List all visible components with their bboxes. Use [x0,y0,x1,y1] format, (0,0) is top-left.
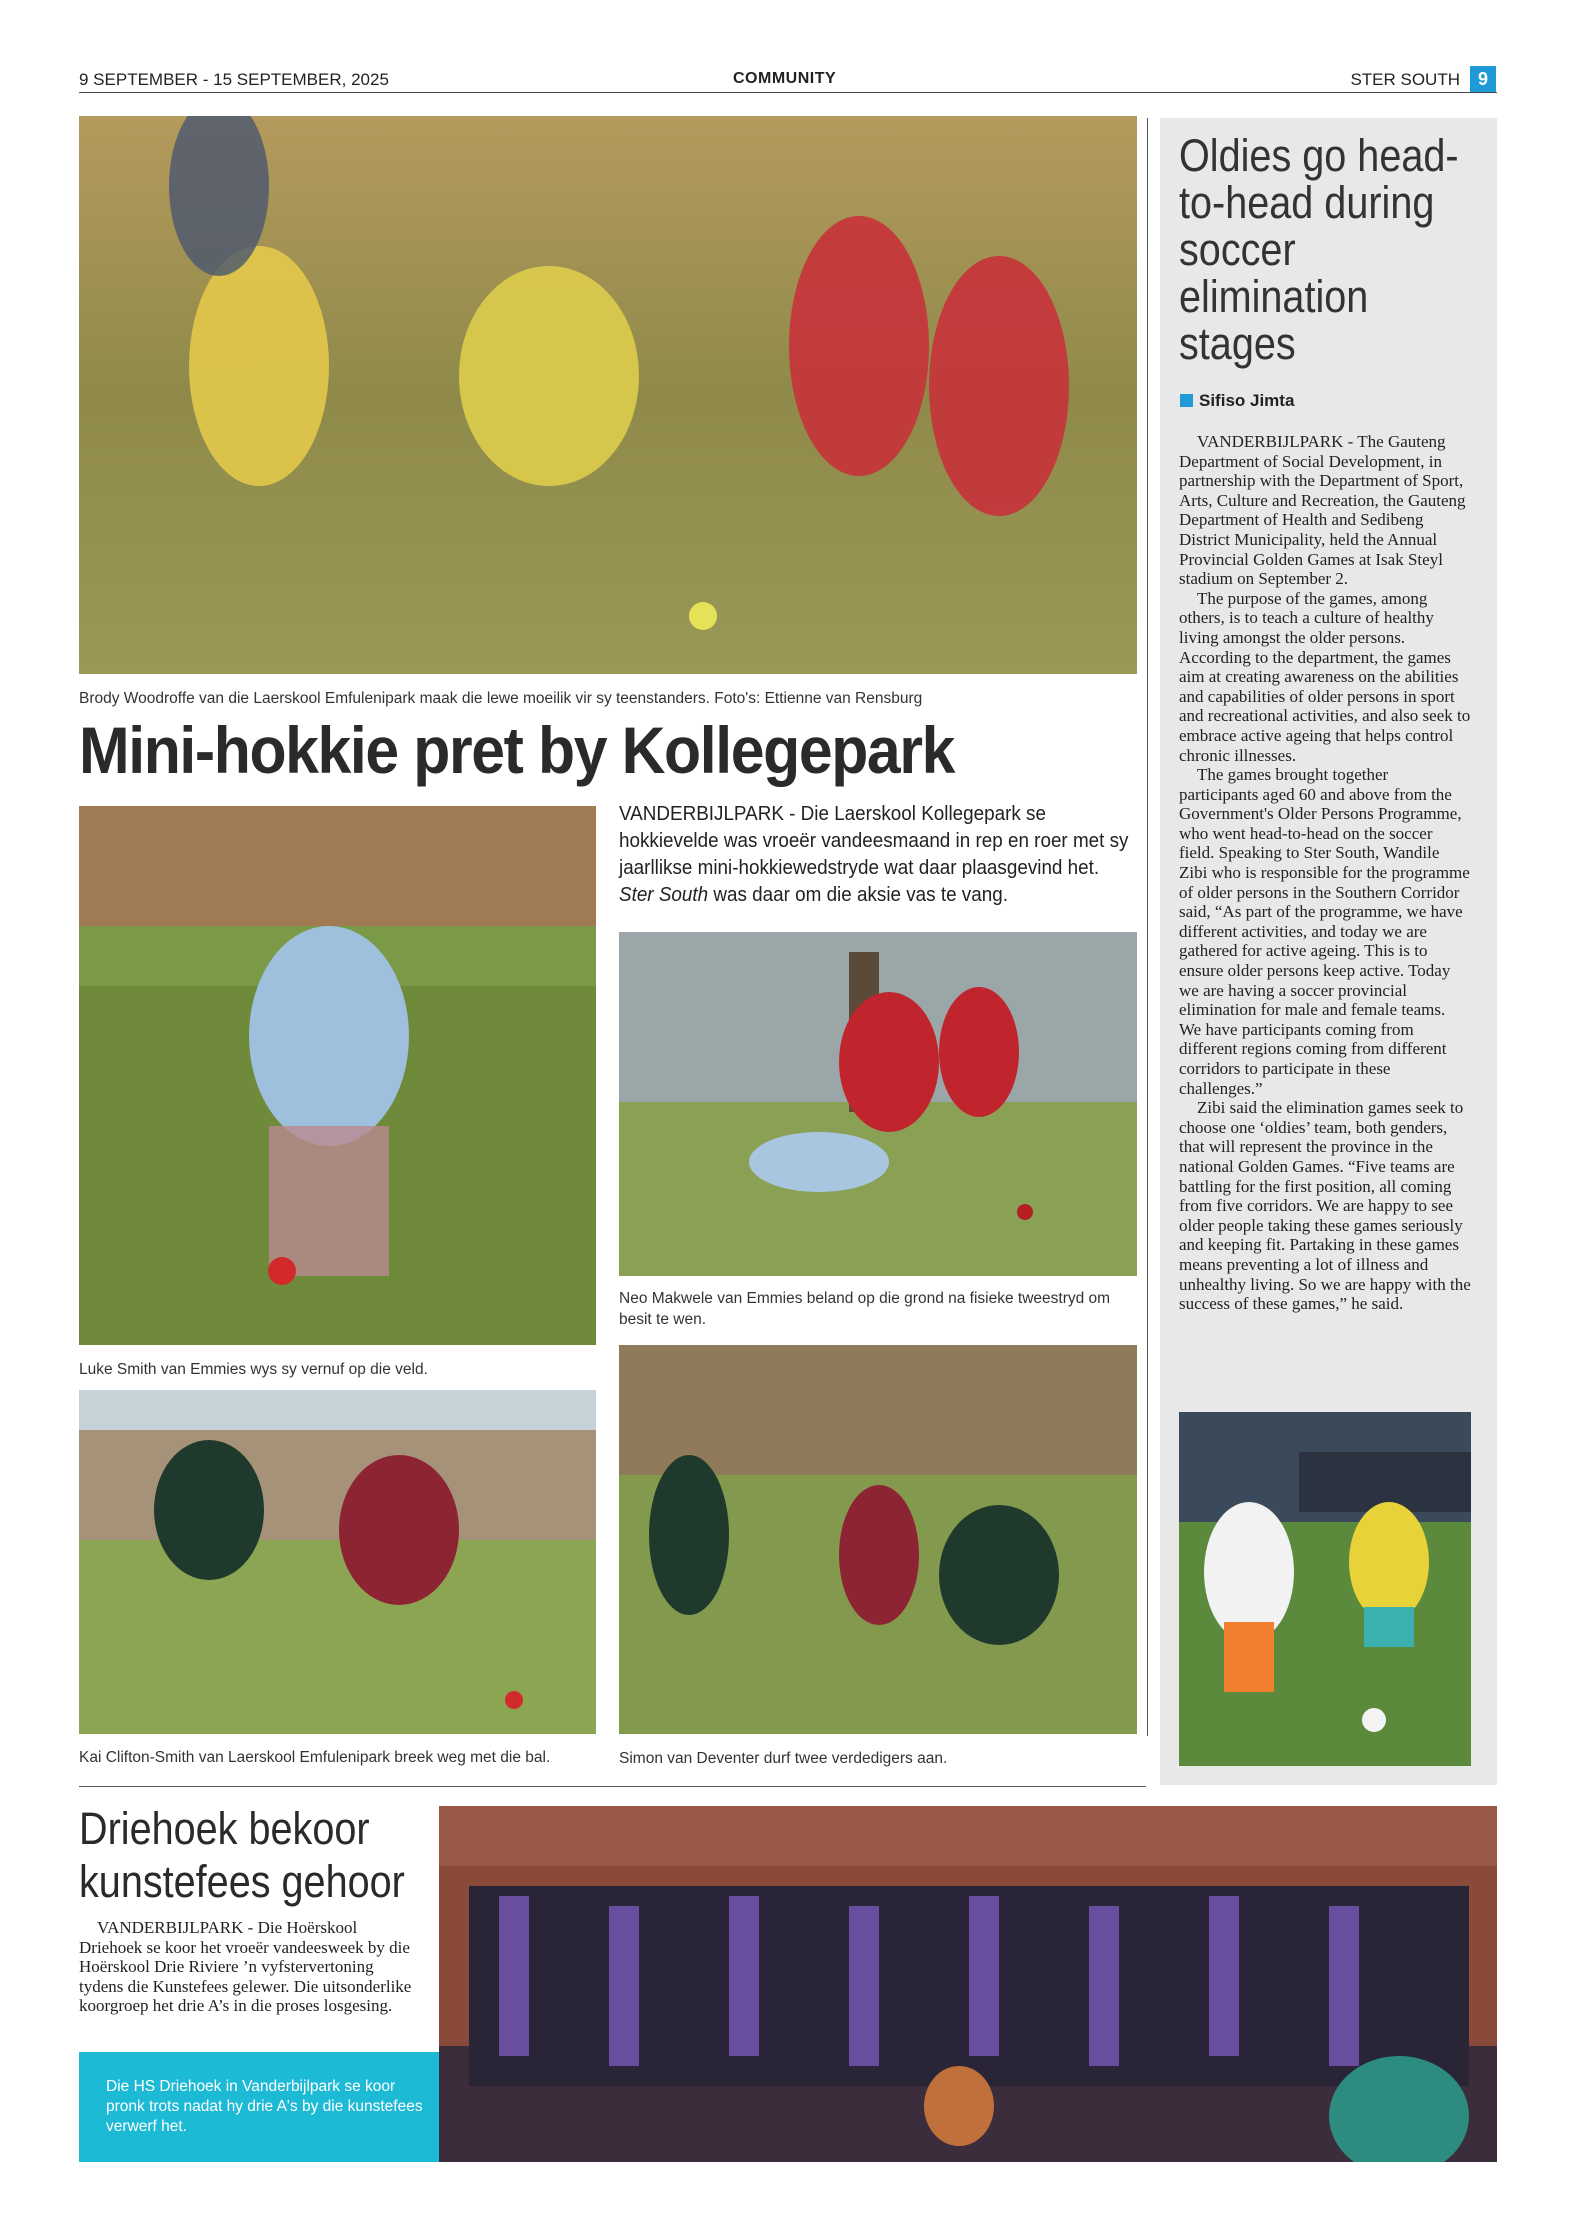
choir-caption: Die HS Driehoek in Vanderbijlpark se koor pronk trots nadat hy drie A's by die kunstefees verwerf het. [106,2078,423,2135]
bottom-body [79,1918,414,2016]
section-label: COMMUNITY [733,70,837,87]
sidebar-body [1179,432,1471,1314]
top-photo-caption: Brody Woodroffe van die Laerskool Emfulenipark maak die lewe moeilik vir sy teenstanders. Foto's: Ettienne van Rensburg [79,690,923,707]
issue-date: 9 SEPTEMBER - 15 SEPTEMBER, 2025 [79,70,389,89]
hockey-top-photo [79,116,1137,674]
soccer-oldies-photo [1179,1412,1471,1766]
section-divider [79,1786,1146,1787]
main-story-intro [619,800,1139,908]
byline-square-icon [1180,394,1193,407]
sidebar-paragraph: Zibi said the elimination games seek to choose one ‘oldies’ team, both genders, that will represent the province in the national Golden Games. “Five teams are battling for the first position, all coming from five corridors. We are happy to see older people taking these games seriously and keeping fit. Partaking in these games means preventing a lot of illness and unhealthy living. So we are happy with the success of these games,” he said. [1179,1098,1471,1314]
neo-caption: Neo Makwele van Emmies beland op die grond na fisieke tweestryd om besit te wen. [619,1290,1111,1328]
kai-clifton-smith-photo [79,1390,596,1734]
intro-text-2: was daar om die aksie vas te vang. [708,883,1008,906]
sidebar-paragraph: The games brought together participants aged 60 and above from the Government's Older Persons Programme, who went head-to-head on the soccer field. Speaking to Ster South, Wandile Zibi who is responsible for the programme of older persons in the Southern Corridor said, “As part of the programme, we have different activities, and today we are gathered for active ageing. This is to ensure older persons keep active. Today we are having a soccer provincial elimination for male and female teams. We have participants coming from different regions coming from different corridors to participate in these challenges.” [1179,765,1470,1098]
luke-smith-photo [79,806,596,1345]
neo-makwele-photo [619,932,1137,1276]
choir-group-photo [439,1806,1497,2162]
sidebar-byline [1180,391,1294,411]
sidebar-headline: Oldies go head-to-head during soccer elimination stages [1179,130,1459,369]
publication-name: STER SOUTH [1350,70,1460,89]
header-rule [79,92,1497,93]
simon-caption: Simon van Deventer durf twee verdedigers aan. [619,1750,948,1767]
sidebar-paragraph: The purpose of the games, among others, is to teach a culture of healthy living amongst the older persons. According to the department, the games aim at creating awareness on the abilities and capabilities of older persons in sport and recreational activities, and also seek to embrace active ageing that helps control chronic illnesses. [1179,588,1471,765]
bottom-headline: Driehoek bekoor kunstefees gehoor [79,1803,405,1907]
column-divider [1147,118,1148,1736]
bottom-paragraph: VANDERBIJLPARK - Die Hoërskool Driehoek se koor het vroeër vandeesweek by die Hoërskool Drie Riviere ’n vyfstervertoning tydens die Kunstefees gelewer. Die uitsonderlike koorgroep het drie A’s in die proses losgesing. [79,1918,412,2016]
intro-publication: Ster South [619,883,709,906]
kai-caption: Kai Clifton-Smith van Laerskool Emfulenipark breek weg met die bal. [79,1749,551,1766]
luke-caption: Luke Smith van Emmies wys sy vernuf op die veld. [79,1361,428,1378]
main-headline: Mini-hokkie pret by Kollegepark [79,713,954,787]
simon-van-deventer-photo [619,1345,1137,1734]
sidebar-author: Sifiso Jimta [1199,391,1295,410]
sidebar-paragraph: VANDERBIJLPARK - The Gauteng Department of Social Development, in partnership with the Department of Sport, Arts, Culture and Recreation, the Gauteng Department of Health and Sedibeng District Municipality, held the Annual Provincial Golden Games at Isak Steyl stadium on September 2. [1179,432,1466,589]
intro-text-1: VANDERBIJLPARK - Die Laerskool Kollegepark se hokkievelde was vroeër vandeesmaand in rep en roer met sy jaarllikse mini-hokkiewedstryde wat daar plaasgevind het. [619,802,1129,879]
page-number-badge: 9 [1470,66,1496,92]
